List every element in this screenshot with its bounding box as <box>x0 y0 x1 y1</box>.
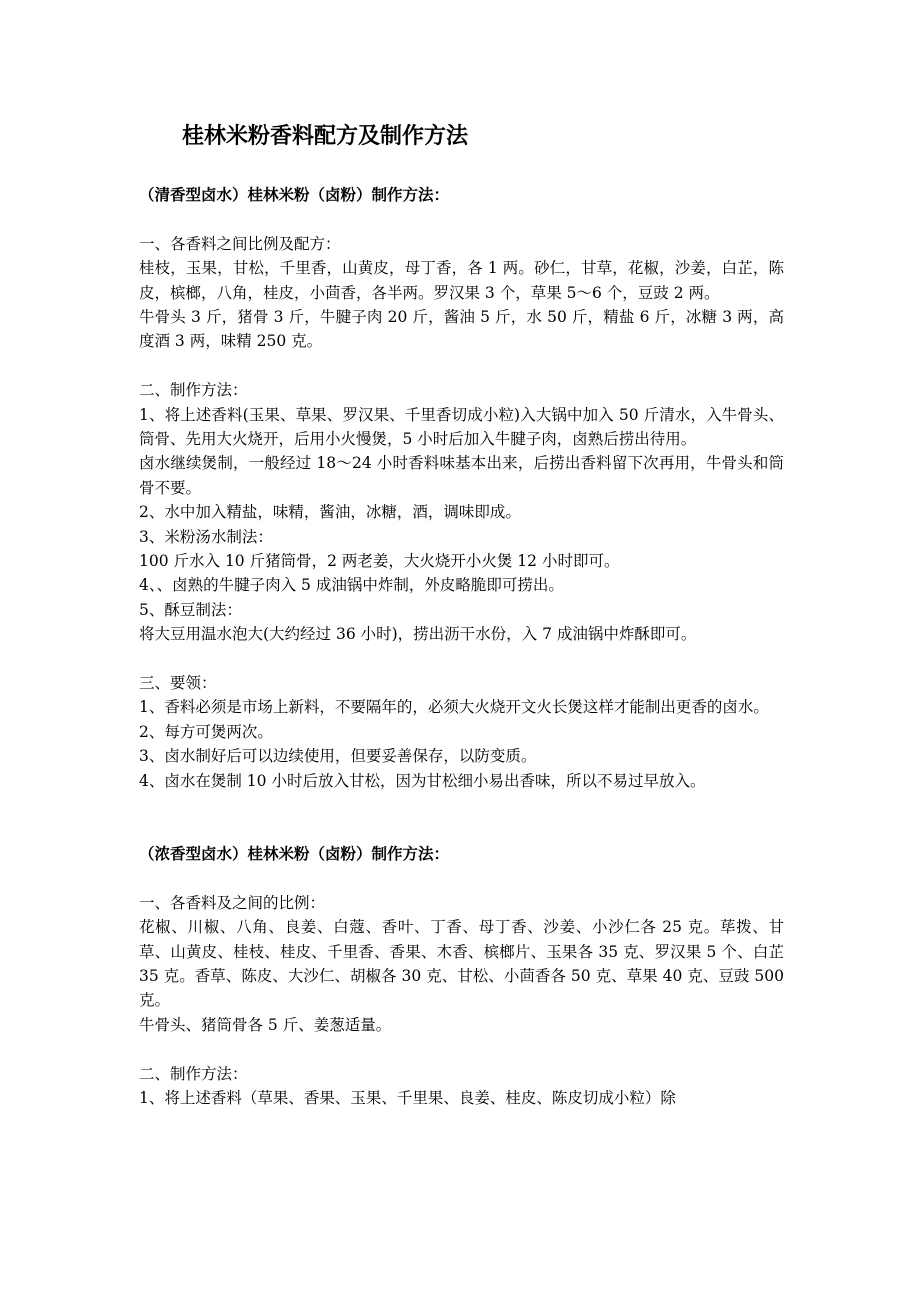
section1-part2-line: 将大豆用温水泡大(大约经过 36 小时)，捞出沥干水份，入 7 成油锅中炸酥即可。 <box>139 625 697 644</box>
section1-part1-text1: 桂枝，玉果，甘松，千里香，山黄皮，母丁香，各 1 两。砂仁，甘草，花椒，沙姜，白芷，陈皮，槟榔，八角，桂皮，小茴香，各半两。罗汉果 3 个，草果 5～6 个，豆豉 2 两。 <box>139 259 784 302</box>
document-title: 桂林米粉香料配方及制作方法 <box>182 123 469 149</box>
section1-part3-line: 3、卤水制好后可以边续使用，但要妥善保存，以防变质。 <box>139 747 537 766</box>
blank-line <box>139 793 784 842</box>
section1-part2-line: 3、米粉汤水制法： <box>139 527 273 546</box>
section2-heading: （浓香型卤水）桂林米粉（卤粉）制作方法： <box>139 843 450 863</box>
section1-part1-text2: 牛骨头 3 斤，猪骨 3 斤，牛腱子肉 20 斤，酱油 5 斤，水 50 斤，精盐 6 斤，冰糖 3 两，高度酒 3 两，味精 250 克。 <box>139 308 784 351</box>
section1-part2-line: 4、、卤熟的牛腱子肉入 5 成油锅中炸制，外皮略脆即可捞出。 <box>139 576 564 595</box>
section1-part2-line: 1、将上述香料(玉果、草果、罗汉果、千里香切成小粒)入大锅中加入 50 斤清水，入牛骨头、筒骨、先用大火烧开，后用小火慢煲，5 小时后加入牛腱子肉，卤熟后捞出待用。 <box>139 405 784 449</box>
section2-part1-text2: 牛骨头、猪筒骨各 5 斤、姜葱适量。 <box>139 1015 392 1034</box>
blank-line <box>139 647 784 671</box>
blank-line <box>139 1037 784 1061</box>
section2-part2-title: 二、制作方法： <box>139 1064 248 1083</box>
section1-part3-line: 1、香料必须是市场上新料，不要隔年的，必须大火烧开文火长煲这样才能制出更香的卤水。 <box>139 698 769 717</box>
section1-part2-line: 2、水中加入精盐，味精，酱油，冰糖，酒，调味即成。 <box>139 503 521 522</box>
document-body <box>139 183 784 1110</box>
section1-part3-line: 4、卤水在煲制 10 小时后放入甘松，因为甘松细小易出香味，所以不易过早放入。 <box>139 771 706 790</box>
section1-heading: （清香型卤水）桂林米粉（卤粉）制作方法： <box>139 185 450 204</box>
section2-part2-line: 1、将上述香料（草果、香果、玉果、千里果、良姜、桂皮、陈皮切成小粒）除 <box>139 1088 676 1107</box>
section1-part3-line: 2、每方可煲两次。 <box>139 722 273 741</box>
blank-line <box>139 207 784 231</box>
section1-part2-line: 5、酥豆制法： <box>139 600 242 619</box>
section2-part1-title: 一、各香料及之间的比例： <box>139 893 326 912</box>
blank-line <box>139 866 784 890</box>
section2-part1-text1: 花椒、川椒、八角、良姜、白蔻、香叶、丁香、母丁香、沙姜、小沙仁各 25 克。荜拨、甘草、山黄皮、桂枝、桂皮、千里香、香果、木香、槟榔片、玉果各 35 克、罗汉果 5 个、白芷 35 克。香草、陈皮、大沙仁、胡椒各 30 克、甘松、小茴香各 50 克、草果 40 克、豆豉 500 克。 <box>139 918 784 1010</box>
section1-part2-line: 100 斤水入 10 斤猪筒骨，2 两老姜，大火烧开小火煲 12 小时即可。 <box>139 552 620 571</box>
section1-part3-title: 三、要领： <box>139 674 217 693</box>
section1-part2-title: 二、制作方法： <box>139 381 248 400</box>
blank-line <box>139 354 784 378</box>
section1-part1-title: 一、各香料之间比例及配方： <box>139 234 341 253</box>
section1-part2-line: 卤水继续煲制，一般经过 18～24 小时香料味基本出来，后捞出香料留下次再用，牛骨头和筒骨不要。 <box>139 454 784 497</box>
